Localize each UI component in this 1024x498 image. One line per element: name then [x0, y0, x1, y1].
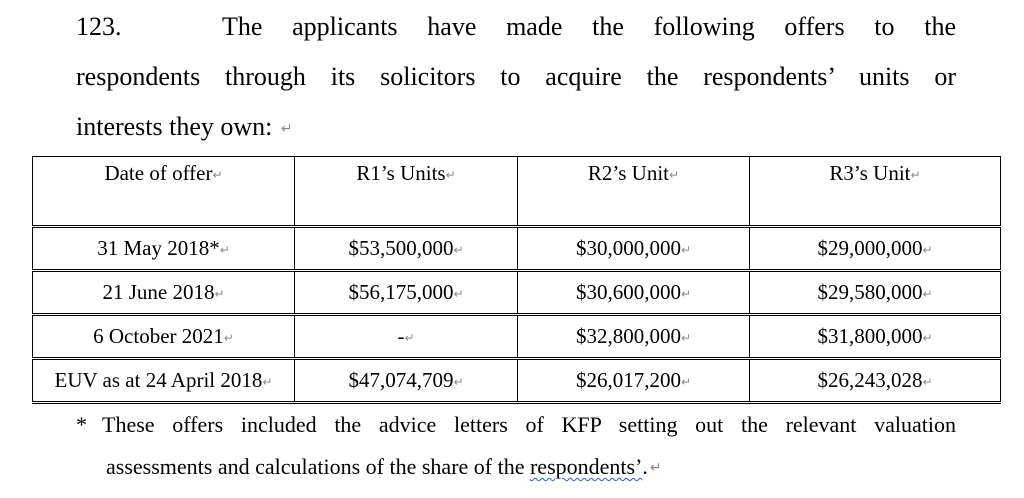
cell-mark-icon: ↵: [680, 287, 692, 301]
cell-mark-icon: ↵: [680, 331, 692, 345]
offers-table: [32, 156, 1001, 404]
cell-mark-icon: ↵: [922, 287, 933, 301]
cell-r2: $30,600,000↵: [518, 271, 750, 315]
paragraph-mark-icon: ↵: [649, 460, 662, 476]
footnote-period: .: [642, 454, 648, 479]
cell-mark-icon: ↵: [910, 168, 921, 182]
paragraph-line-2: respondents through its solicitors to acquire the respondents’ units or: [76, 62, 956, 91]
paragraph-text-1: The applicants have made the following offers to the: [222, 12, 956, 41]
cell-mark-icon: ↵: [453, 287, 464, 301]
spellcheck-flagged-word[interactable]: respondents’: [529, 454, 643, 479]
cell-r1: -↵: [295, 315, 518, 359]
cell-mark-icon: ↵: [223, 331, 234, 345]
cell-r3: $26,243,028↵: [750, 359, 1001, 403]
footnote-marker: *: [76, 412, 87, 437]
paragraph-text-3: interests they own:: [76, 112, 273, 141]
cell-r3: $31,800,000↵: [750, 315, 1001, 359]
cell-mark-icon: ↵: [262, 375, 273, 389]
paragraph-number: 123.: [76, 12, 122, 41]
cell-mark-icon: ↵: [404, 331, 415, 345]
cell-r2: $32,800,000↵: [518, 315, 750, 359]
table-row: [33, 359, 1001, 403]
cell-date: 6 October 2021↵: [33, 315, 295, 359]
paragraph-line-1: [76, 2, 956, 52]
table-row: [33, 227, 1001, 271]
cell-r2: $30,000,000↵: [518, 227, 750, 271]
footnote-line-2: [76, 446, 956, 488]
cell-mark-icon: ↵: [445, 168, 456, 182]
cell-date: 21 June 2018↵: [33, 271, 295, 315]
cell-r1: $56,175,000↵: [295, 271, 518, 315]
cell-r2: $26,017,200↵: [518, 359, 750, 403]
cell-mark-icon: ↵: [219, 243, 230, 257]
cell-mark-icon: ↵: [922, 243, 933, 257]
table-row: [33, 271, 1001, 315]
cell-date: EUV as at 24 April 2018↵: [33, 359, 295, 403]
cell-mark-icon: ↵: [680, 375, 692, 389]
cell-date: 31 May 2018*↵: [33, 227, 295, 271]
footnote-line-1: [76, 404, 956, 446]
header-r1-units: R1’s Units↵: [295, 157, 518, 227]
cell-mark-icon: ↵: [922, 375, 933, 389]
table-row: [33, 315, 1001, 359]
header-r2-unit: R2’s Unit↵: [518, 157, 750, 227]
table-header-row: [33, 157, 1001, 227]
footnote: [76, 404, 956, 488]
cell-mark-icon: ↵: [669, 168, 680, 182]
cell-mark-icon: ↵: [214, 287, 225, 301]
paragraph-mark-icon: ↵: [280, 121, 293, 137]
footnote-text-2: assessments and calculations of the share of the: [106, 454, 530, 479]
cell-mark-icon: ↵: [212, 168, 223, 182]
header-date-of-offer: Date of offer↵: [33, 157, 295, 227]
footnote-text-1: These offers included the advice letters of KFP setting out the relevant valuation: [102, 412, 956, 437]
cell-mark-icon: ↵: [453, 243, 464, 257]
cell-r3: $29,000,000↵: [750, 227, 1001, 271]
cell-mark-icon: ↵: [922, 331, 933, 345]
header-r3-unit: R3’s Unit↵: [750, 157, 1001, 227]
cell-r3: $29,580,000↵: [750, 271, 1001, 315]
cell-mark-icon: ↵: [680, 243, 692, 257]
cell-r1: $53,500,000↵: [295, 227, 518, 271]
cell-mark-icon: ↵: [453, 375, 464, 389]
paragraph-123: [76, 2, 956, 152]
cell-r1: $47,074,709↵: [295, 359, 518, 403]
paragraph-line-3: [76, 102, 956, 152]
